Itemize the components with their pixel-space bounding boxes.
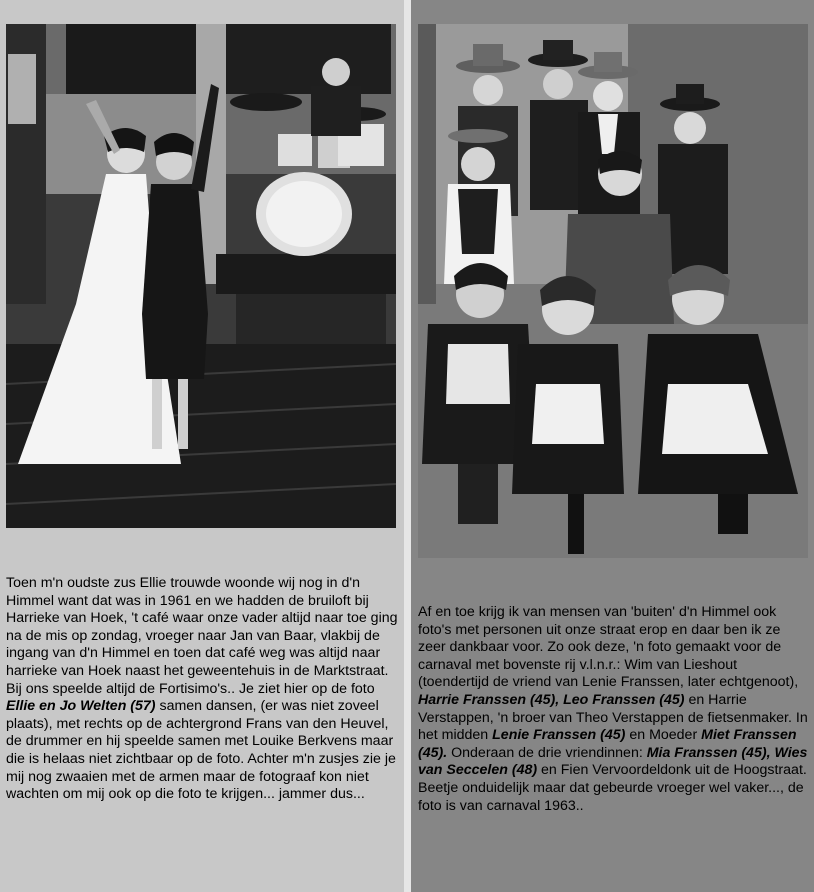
caption-text: Af en toe krijg ik van mensen van 'buiten' d'n Himmel ook foto's met personen uit onze straat erop en daar ben ik ze zeer dankbaar voor. Zo ook deze, 'n foto gemaakt voor de carnaval met bovenste rij v.l.n.r.: Wim van Lieshout (toendertijd de vriend van Lenie Franssen, later echtgenoot), <box>418 604 799 691</box>
right-caption <box>418 604 810 815</box>
caption-text: en Moeder <box>625 727 702 744</box>
caption-text: samen dansen, (er was niet zoveel plaats), met rechts op de achtergrond Frans van den Heuvel, de drummer en hij speelde samen met Louike Berkvens maar die is helaas niet zichtbaar op de foto. Achter m'n zusjes zie je mij nog zwaaien met de armen maar de fotograaf kon niet wachten om mij ook op die foto te krijgen... jammer dus... <box>6 698 396 803</box>
wedding-dance-photo-image <box>6 24 396 528</box>
person-name: Ellie en Jo Welten (57) <box>6 698 156 715</box>
carnival-group-photo <box>418 24 808 558</box>
person-name: Mia Franssen (45), Wies van Seccelen (48) <box>418 744 808 779</box>
left-caption <box>6 575 398 804</box>
left-column <box>0 0 404 892</box>
right-column <box>411 0 814 892</box>
column-divider <box>404 0 411 892</box>
person-name: Miet Franssen (45). <box>418 727 797 761</box>
caption-text: Toen m'n oudste zus Ellie trouwde woonde wij nog in d'n Himmel want dat was in 1961 en we hadden de bruiloft bij Harrieke van Hoek, 't café waar onze vader altijd naar toe ging na de mis op zondag, vroeger naar Jan van Baar, vlakbij de ingang van d'n Himmel en toen dat café weg was altijd naar harrieke van Hoek naast het geweentehuis in de Marktstraat. Bij ons speelde altijd de Fortisimo's.. Je ziet hier op de foto <box>6 575 398 697</box>
caption-text: en Fien Vervoordeldonk uit de Hoogstraat. Beetje onduidelijk maar dat gebeurde vroeger wel vaker..., de foto is van carnaval 1963.. <box>418 762 807 814</box>
carnival-group-photo-image <box>418 24 808 558</box>
wedding-dance-photo <box>6 24 396 528</box>
caption-text: en Harrie Verstappen, 'n broer van Theo Verstappen de fietsenmaker. In het midden <box>418 691 808 744</box>
caption-text: Onderaan de drie vriendinnen: <box>447 744 647 761</box>
person-name: Lenie Franssen (45) <box>492 727 626 744</box>
person-name: Harrie Franssen (45), Leo Franssen (45) <box>418 691 685 708</box>
